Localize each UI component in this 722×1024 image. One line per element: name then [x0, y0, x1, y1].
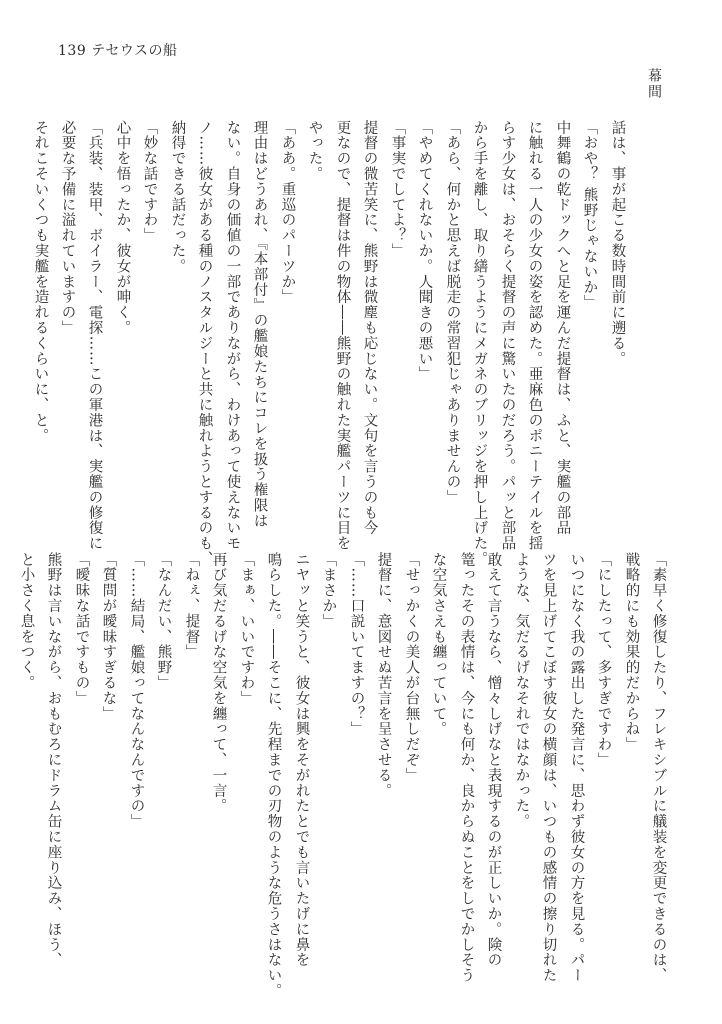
text-line: から手を離し、取り繕うようにメガネのブリッジを押し上げた。 — [471, 120, 488, 567]
text-line: 「素早く修復したり、フレキシブルに艤装を変更できるのは、 — [650, 552, 667, 984]
text-line: 「……口説いてますの？」 — [348, 552, 365, 737]
text-line: 提督の微苦笑に、熊野は微塵も応じない。文句を言うのも今 — [361, 120, 378, 536]
text-line: ような、気だるげなそれではなかった。 — [513, 552, 530, 830]
text-line: 「質問が曖昧すぎるな」 — [100, 552, 117, 722]
text-line: 「曖昧な話ですもの」 — [73, 552, 90, 706]
text-line: やった。 — [306, 120, 323, 182]
text-line: 「おや？ 熊野じゃないか」 — [581, 120, 598, 311]
text-line: 敢えて言うなら、憎々しげなと表現するのが正しいか。険の — [485, 552, 502, 968]
text-line: 中舞鶴の乾ドックへと足を運んだ提督は、ふと、実艦の部品 — [554, 120, 571, 536]
text-line: 「やめてくれないか。人聞きの悪い」 — [416, 120, 433, 382]
text-line: 必要な予備に溢れていますの」 — [59, 120, 76, 336]
book-title: テセウスの船 — [91, 43, 178, 59]
text-line: な空気さえも纏っていて。 — [430, 552, 447, 737]
text-line: 「なんだい、熊野」 — [155, 552, 172, 691]
text-line: ツを見上げてこぼす彼女の横顔は、いつもの感情の擦り切れた — [540, 552, 557, 984]
text-line: 納得できる話だった。 — [169, 120, 186, 274]
text-line: に触れる一人の少女の姿を認めた。亜麻色のポニーテイルを揺 — [526, 120, 543, 552]
text-line: 提督に、意図せぬ苦言を呈させる。 — [375, 552, 392, 799]
page-number: 139 — [58, 43, 87, 59]
text-line: 理由はどうあれ、『本部付』の艦娘たちにコレを扱う権限は — [251, 120, 268, 529]
text-line: 「……結局、艦娘ってなんなんですの」 — [128, 552, 145, 830]
text-line: 心中を悟ったか、彼女が呻く。 — [114, 120, 131, 336]
text-line: 「事実でしてよ？」 — [389, 120, 406, 259]
text-line: ノ……彼女がある種のノスタルジーと共に触れようとするのも、 — [196, 120, 213, 567]
text-line: 戦略的にも効果的だからね」 — [623, 552, 640, 753]
text-line: 「妙な話ですわ」 — [141, 120, 158, 244]
text-line: 更なので、提督は件の物体――熊野の触れた実艦パーツに目を — [334, 120, 351, 552]
text-line: らす少女は、おそらく提督の声に驚いたのだろう。パッと部品 — [499, 120, 516, 552]
text-line: 「あら、何かと思えば脱走の常習犯じゃありませんの」 — [444, 120, 461, 505]
text-line: 「せっかくの美人が台無しだぞ」 — [403, 552, 420, 783]
text-line: 「ねぇ、提督」 — [183, 552, 200, 660]
text-line: 話は、事が起こる数時間前に遡る。 — [609, 120, 626, 367]
text-line: いつになく我の露出した発言に、思わず彼女の方を見る。パー — [568, 552, 585, 984]
running-header — [58, 40, 178, 60]
text-line: 熊野は言いながら、おもむろにドラム缶に座り込み、ほう、 — [45, 552, 62, 968]
text-line: と小さく息をつく。 — [18, 552, 35, 691]
text-line: 鳴らした。――そこに、先程までの刃物のような危うさはない。 — [265, 552, 282, 999]
text-line: 「ああ。重巡のパーツか」 — [279, 120, 296, 305]
text-line: ない。自身の価値の一部でありながら、わけあって使えないモ — [224, 120, 241, 552]
text-line: 「まぁ、いいですわ」 — [238, 552, 255, 706]
text-line: 「にしたって、多すぎですわ」 — [595, 552, 612, 768]
text-line: それこそいくつも実艦を造れるくらいに、と。 — [32, 120, 49, 444]
text-line: ニヤッと笑うと、彼女は興をそがれたとでも言いたげに鼻を — [293, 552, 310, 968]
text-line: 篭ったその表情は、今にも何か、良からぬことをしでかしそう — [458, 552, 475, 984]
chapter-label: 幕間 — [646, 68, 662, 100]
text-line: 再び気だるげな空気を纏って、一言。 — [210, 552, 227, 814]
text-line: 「兵装、装甲、ボイラー、電探……この軍港は、実艦の修復に — [86, 120, 103, 552]
text-line: 「まさか」 — [320, 552, 337, 629]
